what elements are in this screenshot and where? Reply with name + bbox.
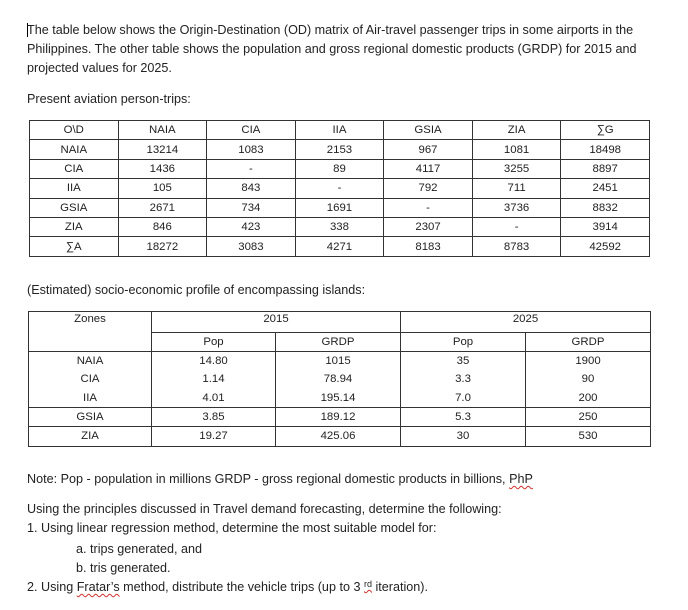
- se-row: [29, 371, 651, 389]
- se-cell: 195.14: [276, 389, 401, 408]
- od-cell: -: [207, 159, 296, 178]
- od-header-cell: IIA: [295, 121, 384, 140]
- q2-superscript: rd: [363, 579, 372, 589]
- se-cell: 1900: [526, 352, 651, 371]
- od-cell: 42592: [561, 237, 650, 256]
- od-cell: 734: [207, 198, 296, 217]
- se-cell: CIA: [29, 371, 152, 389]
- se-subheader-row: [29, 333, 651, 352]
- od-cell: 792: [384, 179, 473, 198]
- od-cell: 3914: [561, 217, 650, 236]
- od-cell: ∑A: [30, 237, 119, 256]
- od-cell: 2451: [561, 179, 650, 198]
- od-cell: ZIA: [30, 217, 119, 236]
- od-row: [30, 198, 650, 217]
- instructions-lead: Using the principles discussed in Travel demand forecasting, determine the following:: [27, 502, 502, 516]
- se-cell: 35: [401, 352, 526, 371]
- se-cell: ZIA: [29, 427, 152, 446]
- se-cell: IIA: [29, 389, 152, 408]
- od-cell: 843: [207, 179, 296, 198]
- od-row: [30, 217, 650, 236]
- se-cell: 189.12: [276, 408, 401, 427]
- od-cell: 1691: [295, 198, 384, 217]
- se-cell: 425.06: [276, 427, 401, 446]
- od-cell: 105: [118, 179, 207, 198]
- od-cell: 8832: [561, 198, 650, 217]
- se-cell: 1015: [276, 352, 401, 371]
- od-header-cell: CIA: [207, 121, 296, 140]
- note-text: [27, 470, 533, 489]
- q2-method-name: Fratar’s: [76, 580, 120, 594]
- se-cell: NAIA: [29, 352, 152, 371]
- present-trips-heading: Present aviation person-trips:: [27, 92, 191, 106]
- od-cell: 4271: [295, 237, 384, 256]
- od-cell: NAIA: [30, 140, 119, 159]
- od-cell: -: [384, 198, 473, 217]
- se-cell: 14.80: [152, 352, 276, 371]
- od-cell: 2153: [295, 140, 384, 159]
- se-row: [29, 352, 651, 371]
- se-cell: 19.27: [152, 427, 276, 446]
- od-cell: 8183: [384, 237, 473, 256]
- od-cell: 2307: [384, 217, 473, 236]
- se-cell: 3.85: [152, 408, 276, 427]
- year-2015-header: 2015: [152, 312, 401, 333]
- od-cell: 338: [295, 217, 384, 236]
- question-2: [27, 578, 428, 597]
- grdp-2015-header: GRDP: [276, 333, 401, 352]
- od-cell: 3083: [207, 237, 296, 256]
- od-cell: 2671: [118, 198, 207, 217]
- od-total-row: [30, 237, 650, 256]
- se-cell: 250: [526, 408, 651, 427]
- od-cell: 1083: [207, 140, 296, 159]
- question-1: 1. Using linear regression method, determine the most suitable model for:: [27, 521, 437, 535]
- od-header-row: [30, 121, 650, 140]
- od-header-cell: NAIA: [118, 121, 207, 140]
- od-cell: 711: [472, 179, 561, 198]
- od-header-cell: GSIA: [384, 121, 473, 140]
- od-cell: CIA: [30, 159, 119, 178]
- od-cell: 4117: [384, 159, 473, 178]
- od-cell: 8897: [561, 159, 650, 178]
- se-cell: 7.0: [401, 389, 526, 408]
- se-cell: 5.3: [401, 408, 526, 427]
- od-cell: 89: [295, 159, 384, 178]
- question-1a: a. trips generated, and: [76, 542, 203, 556]
- se-year-row: [29, 312, 651, 333]
- se-cell: 30: [401, 427, 526, 446]
- od-row: [30, 179, 650, 198]
- od-cell: 423: [207, 217, 296, 236]
- se-row: [29, 427, 651, 446]
- note-currency: PhP: [509, 472, 533, 486]
- se-cell: GSIA: [29, 408, 152, 427]
- question-1b: b. tris generated.: [76, 561, 171, 575]
- od-row: [30, 140, 650, 159]
- od-cell: 846: [118, 217, 207, 236]
- od-cell: 3255: [472, 159, 561, 178]
- se-cell: 530: [526, 427, 651, 446]
- se-cell: 3.3: [401, 371, 526, 389]
- pop-2025-header: Pop: [401, 333, 526, 352]
- od-cell: -: [472, 217, 561, 236]
- pop-2015-header: Pop: [152, 333, 276, 352]
- od-cell: 1081: [472, 140, 561, 159]
- od-cell: 18272: [118, 237, 207, 256]
- se-cell: 90: [526, 371, 651, 389]
- od-cell: IIA: [30, 179, 119, 198]
- se-cell: 4.01: [152, 389, 276, 408]
- od-cell: -: [295, 179, 384, 198]
- se-cell: 78.94: [276, 371, 401, 389]
- od-matrix-table: [29, 120, 650, 257]
- od-row: [30, 159, 650, 178]
- q2-middle: method, distribute the vehicle trips (up to 3: [119, 580, 364, 594]
- se-cell: 200: [526, 389, 651, 408]
- zones-blank: [29, 333, 152, 352]
- socioeconomic-table: [28, 311, 651, 447]
- q2-suffix: iteration).: [371, 580, 428, 594]
- zones-header: Zones: [29, 312, 152, 333]
- year-2025-header: 2025: [401, 312, 651, 333]
- od-cell: 1436: [118, 159, 207, 178]
- od-cell: 967: [384, 140, 473, 159]
- od-cell: 18498: [561, 140, 650, 159]
- note-body: Note: Pop - population in millions GRDP - gross regional domestic products in billions,: [27, 472, 510, 486]
- od-cell: 3736: [472, 198, 561, 217]
- od-cell: GSIA: [30, 198, 119, 217]
- se-cell: 1.14: [152, 371, 276, 389]
- socioeconomic-heading: (Estimated) socio-economic profile of encompassing islands:: [27, 283, 366, 297]
- se-row: [29, 389, 651, 408]
- q2-prefix: 2. Using: [27, 580, 77, 594]
- intro-paragraph: The table below shows the Origin-Destination (OD) matrix of Air-travel passenger trips in some airports in the Philippines. The other table shows the population and gross regional domestic products (GRDP) for 2015 and projected values for 2025.: [27, 23, 637, 75]
- od-header-cell: O\D: [30, 121, 119, 140]
- od-cell: 8783: [472, 237, 561, 256]
- od-header-cell: ZIA: [472, 121, 561, 140]
- od-cell: 13214: [118, 140, 207, 159]
- se-row: [29, 408, 651, 427]
- grdp-2025-header: GRDP: [526, 333, 651, 352]
- od-header-cell: ∑G: [561, 121, 650, 140]
